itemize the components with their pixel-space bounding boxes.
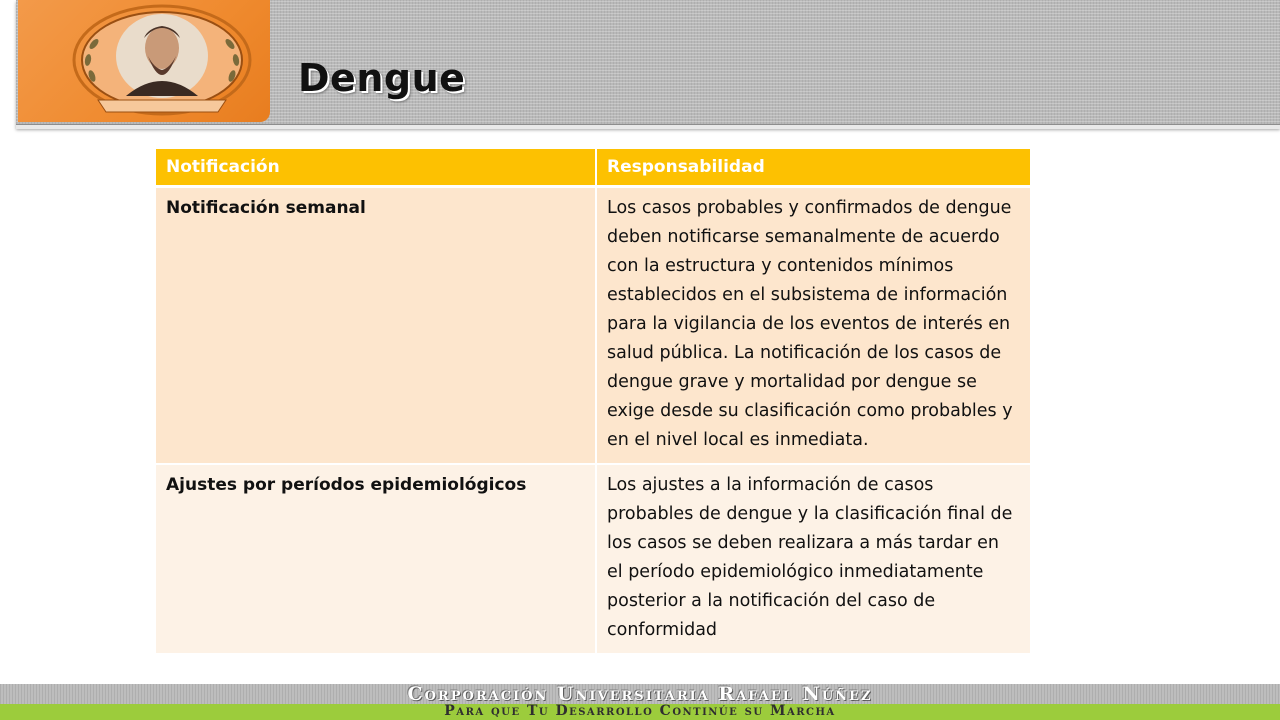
row-text: Los ajustes a la información de casos probables de dengue y la clasificación final de los casos se deben realizara a más tardar en el período epidemiológico inmediatamente posterior a la notificación del caso de conformidad	[596, 464, 1031, 654]
table-row	[156, 187, 1031, 465]
table-header-cell: Responsabilidad	[596, 149, 1031, 187]
table-row	[156, 464, 1031, 654]
header-divider	[16, 124, 1280, 129]
footer-institution-name: Corporación Universitaria Rafael Núñez	[407, 683, 873, 705]
logo	[18, 0, 270, 122]
university-founder-portrait-emblem-icon	[64, 4, 260, 120]
row-label: Ajustes por períodos epidemiológicos	[156, 464, 596, 654]
table-header-cell: Notificación	[156, 149, 596, 187]
row-text: Los casos probables y confirmados de dengue deben notificarse semanalmente de acuerdo con la estructura y contenidos mínimos establecidos en el subsistema de información para la vigilancia de los eventos de interés en salud pública. La notificación de los casos de dengue grave y mortalidad por dengue se exige desde su clasificación como probables y en el nivel local es inmediata.	[596, 187, 1031, 465]
row-label: Notificación semanal	[156, 187, 596, 465]
page-title: Dengue	[298, 56, 466, 100]
notification-table	[156, 149, 1031, 655]
footer-slogan: Para que Tu Desarrollo Continúe su Marcha	[444, 703, 836, 719]
table-header-row	[156, 149, 1031, 187]
